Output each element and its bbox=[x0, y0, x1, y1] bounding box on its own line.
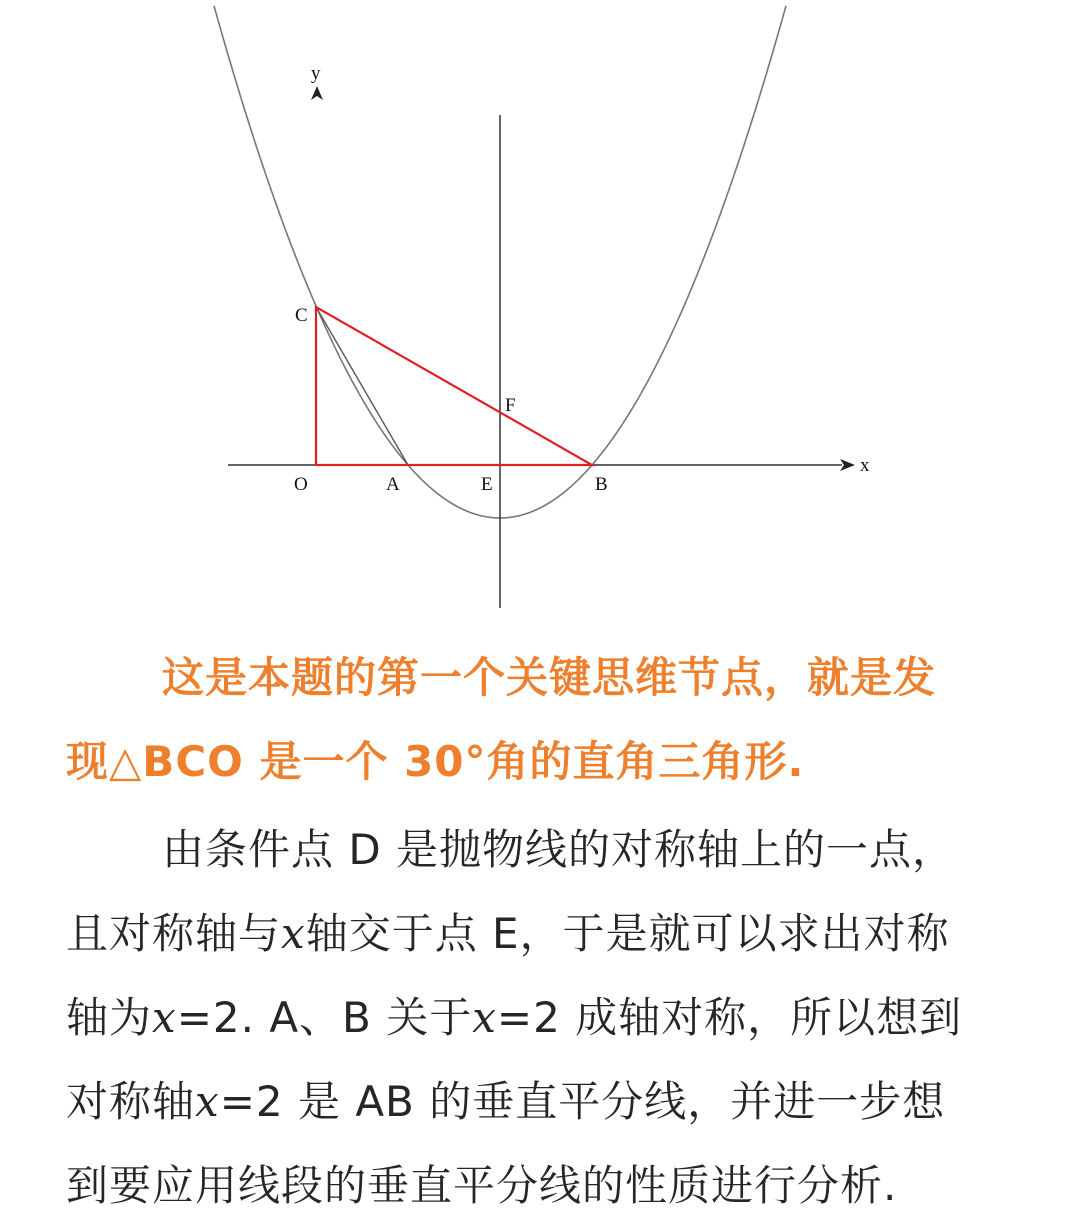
highlight-line-2: 现△BCO 是一个 30°角的直角三角形. bbox=[66, 737, 805, 786]
key-insight-paragraph bbox=[66, 636, 1026, 804]
body-line-4 bbox=[66, 1060, 1026, 1144]
y-axis-label: y bbox=[311, 63, 321, 84]
explanation-paragraph bbox=[66, 808, 1026, 1228]
body-line-3-part-c: =2 成轴对称，所以想到 bbox=[496, 993, 963, 1042]
math-variable-x: x bbox=[281, 909, 306, 958]
body-line-1: 由条件点 D 是抛物线的对称轴上的一点， bbox=[162, 825, 956, 874]
body-line-3-part-a: 轴为 bbox=[66, 993, 153, 1042]
x-axis-label: x bbox=[860, 455, 870, 476]
segment-CA bbox=[316, 307, 408, 465]
body-line-2-part-a: 且对称轴与 bbox=[66, 909, 282, 958]
body-line-2 bbox=[66, 892, 1026, 976]
point-label-E: E bbox=[481, 474, 493, 495]
point-label-A: A bbox=[386, 474, 400, 495]
body-line-5: 到要应用线段的垂直平分线的性质进行分析. bbox=[66, 1161, 898, 1210]
body-line-4-part-b: =2 是 AB 的垂直平分线，并进一步想 bbox=[219, 1077, 946, 1126]
body-line-2-part-b: 轴交于点 E，于是就可以求出对称 bbox=[305, 909, 950, 958]
math-variable-x: x bbox=[195, 1077, 220, 1126]
math-variable-x: x bbox=[152, 993, 177, 1042]
body-line-3 bbox=[66, 976, 1026, 1060]
math-variable-x: x bbox=[472, 993, 497, 1042]
point-label-B: B bbox=[595, 474, 608, 495]
body-line-3-part-b: =2. A、B 关于 bbox=[176, 993, 473, 1042]
x-axis-arrow-icon bbox=[840, 459, 855, 471]
highlight-line-1: 这是本题的第一个关键思维节点，就是发 bbox=[162, 653, 937, 702]
point-label-C: C bbox=[295, 305, 308, 326]
point-label-O: O bbox=[294, 474, 308, 495]
body-line-4-part-a: 对称轴 bbox=[66, 1077, 196, 1126]
triangle-BCO bbox=[316, 307, 592, 465]
point-label-F: F bbox=[505, 395, 516, 416]
y-axis-arrow-icon bbox=[311, 86, 323, 100]
